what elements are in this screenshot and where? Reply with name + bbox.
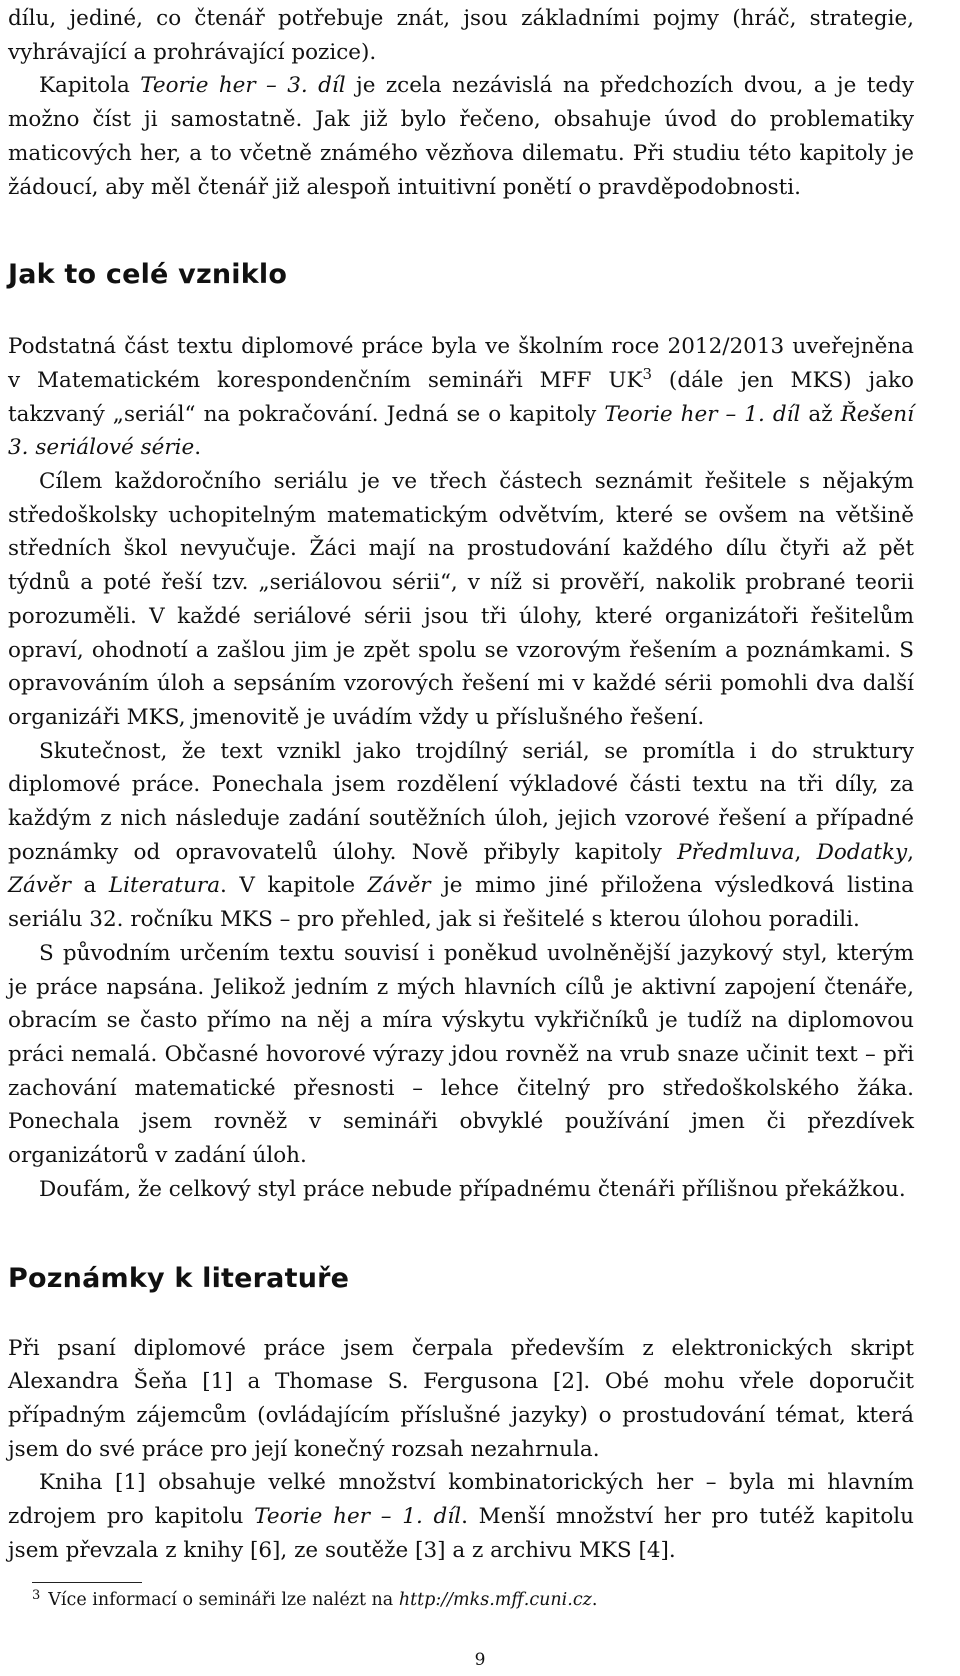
text-span: . V kapitole [220,873,368,899]
footnote-divider [32,1582,142,1583]
document-page [8,0,914,1567]
text-span: , [907,839,914,865]
emphasis: Dodatky [816,839,908,865]
paragraph: Cílem každoročního seriálu je ve třech částech seznámit řešitele s nějakým středoškolsky uchopitelným matematickým odvětvím, které se ovšem na většině středních škol nevyučuje. Žáci mají na prostudování každého dílu čtyři až pět týdnů a poté řeší tzv. „seriálovou sérii“, v níž si prověří, nakolik probrané teorii porozuměli. V každé seriálové sérii jsou tři úlohy, které organizátoři řešitelům opraví, ohodnotí a zašlou jim je zpět spolu se vzorovým řešením a poznámkami. S opravováním úloh a sepsáním vzorových řešení mi v každé sérii pomohli dva další organizáři MKS, jmenovitě je uvádím vždy u příslušného řešení. [8,469,914,730]
footnote [32,1588,832,1612]
text-span: až [800,401,841,427]
section-heading: Jak to celé vzniklo [8,259,288,291]
emphasis: Teorie her – 3. díl [140,73,346,99]
paragraph [8,69,914,204]
paragraph [8,330,914,465]
emphasis: Řešení 3. seriálové série [8,401,914,461]
text-span: je zcela nezávislá na předchozích dvou, a je tedy možno číst ji samostatně. Jak již bylo řečeno, obsahuje úvod do problematiky maticových her, a to včetně známého vězňova dilematu. Při studiu této kapitoly je žádoucí, aby měl čtenář již alespoň intuitivní ponětí o pravděpodobnosti. [8,73,914,200]
text-span: Kniha [1] obsahuje velké množství kombinatorických her – byla mi hlavním zdrojem pro kapitolu [8,1470,914,1530]
footnote-text: . [591,1590,598,1610]
paragraph: dílu, jediné, co čtenář potřebuje znát, jsou základními pojmy (hráč, strategie, vyhrávající a prohrávající pozice). [8,6,914,65]
emphasis: Teorie her – 1. díl [254,1504,462,1530]
paragraph: Doufám, že celkový styl práce nebude případnému čtenáři přílišnou překážkou. [39,1176,906,1202]
text-span: Skutečnost, že text vznikl jako trojdílný seriál, se promítla i do struktury diplomové práce. Ponechala jsem rozdělení výkladové části textu na tři díly, za každým z nich následuje zadání soutěžních úloh, jejich vzorové řešení a případné poznámky od opravovatelů úlohy. Nově přibyly kapitoly [8,738,914,865]
paragraph: Při psaní diplomové práce jsem čerpala především z elektronických skript Alexandra Šeňa [1] a Thomase S. Fergusona [2]. Obé mohu vřele doporučit případným zájemcům (ovládajícím příslušné jazyky) o prostudování témat, která jsem do své práce pro její konečný rozsah nezahrnula. [8,1335,914,1462]
emphasis: Závěr [8,873,71,899]
page-number: 9 [474,1650,486,1670]
footnote-text: Více informací o semináři lze nalézt na [48,1590,399,1610]
text-span: Podstatná část textu diplomové práce byla ve školním roce 2012/2013 uveřejněna v Matematickém korespondenčním semináři MFF UK [8,334,914,393]
text-span: Kapitola [39,73,141,99]
emphasis: Literatura [108,873,221,899]
text-span: , [794,839,817,865]
paragraph [8,1466,914,1567]
text-span: (dále jen MKS) jako takzvaný „seriál“ na pokračování. Jedná se o kapitoly [8,367,914,427]
emphasis: Závěr [367,873,431,899]
footnote-reference[interactable]: 3 [642,364,653,383]
intro-block [8,0,914,204]
text-span: je mimo jiné přiložena výsledková listina seriálu 32. ročníku MKS – pro přehled, jak si řešitelé s kterou úlohou poradili. [8,873,914,933]
paragraph: S původním určením textu souvisí i poněkud uvolněnější jazykový styl, kterým je práce napsána. Jelikož jedním z mých hlavních cílů je aktivní zapojení čtenáře, obracím se často přímo na něj a míra výskytu vykřičníků je tudíž na diplomovou práci nemalá. Občasné hovorové výrazy jdou rovněž na vrub snaze učinit text – při zachování matematické přesnosti – lehce čitelný pro středoškolského žáka. Ponechala jsem rovněž v semináři obvyklé používání jmen či přezdívek organizátorů v zadání úloh. [8,940,914,1169]
paragraph [8,735,914,937]
footnote-mark: 3 [32,1588,41,1603]
text-span: a [70,873,109,899]
text-span: . Menší množství her pro tutéž kapitolu jsem převzala z knihy [6], ze soutěže [3] a z archivu MKS [4]. [8,1504,914,1563]
text-span: . [194,435,202,461]
emphasis: Teorie her – 1. díl [604,401,801,427]
section-heading: Poznámky k literatuře [8,1262,350,1294]
emphasis: Předmluva [677,839,795,865]
footnote-link[interactable]: http://mks.mff.cuni.cz [398,1590,592,1610]
